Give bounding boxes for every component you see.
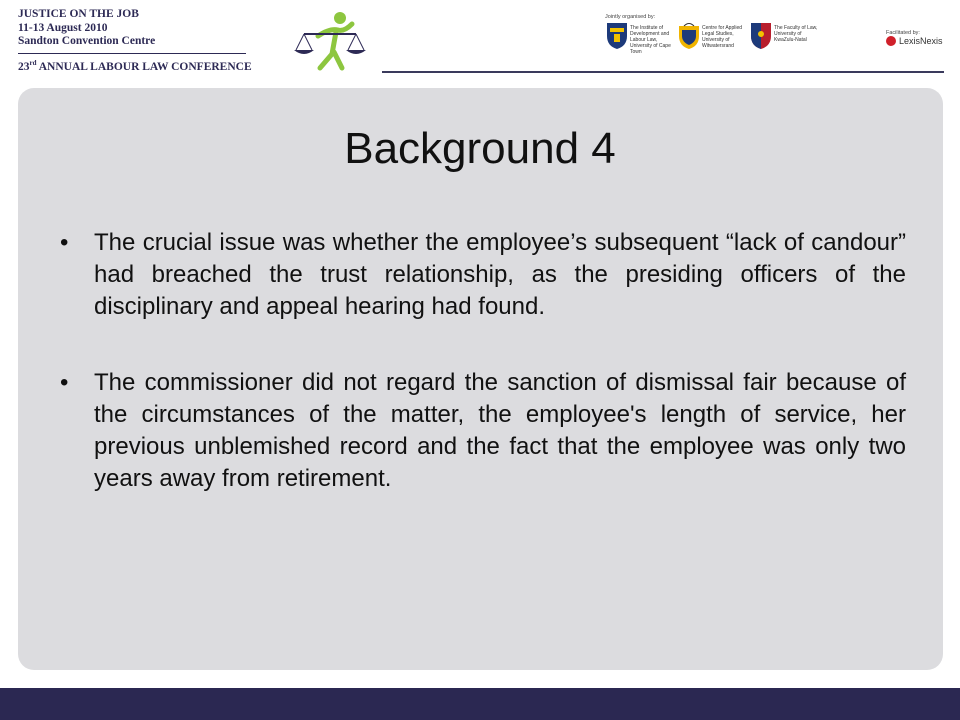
conference-line: Sandton Convention Centre: [18, 35, 156, 47]
lexisnexis-logo-icon: [886, 36, 896, 46]
conference-line: JUSTICE ON THE JOB: [18, 8, 139, 20]
organisers-label: Jointly organised by:: [605, 14, 656, 20]
conference-line: 11-13 August 2010: [18, 21, 108, 34]
bullet-item: [58, 367, 906, 495]
footer-bar: [0, 688, 960, 720]
wits-crest-icon: [678, 22, 700, 50]
organiser-ukzn: The Faculty of Law, University of KwaZulu-Natal: [774, 25, 818, 43]
scales-of-justice-logo: [290, 10, 370, 72]
lexisnexis-logo: [886, 36, 943, 46]
conference-divider: [18, 53, 246, 54]
bullet-list: [58, 227, 906, 539]
slide-title: Background 4: [344, 124, 616, 173]
facilitator-name: LexisNexis: [899, 36, 943, 46]
conference-info: [18, 8, 252, 74]
organiser-wits: Centre for Applied Legal Studies, University of Witwatersrand: [702, 25, 743, 49]
bullet-text: The crucial issue was whether the employee’s subsequent “lack of candour” had breached the trust relationship, as the presiding officers of the disciplinary and appeal hearing had found.: [94, 229, 906, 320]
bullet-icon: •: [60, 229, 69, 256]
conference-name: 23rd ANNUAL LABOUR LAW CONFERENCE: [18, 58, 252, 73]
ukzn-crest-icon: [750, 22, 772, 50]
organiser-uct: The Institute of Development and Labour Law, University of Cape Town: [630, 25, 671, 55]
bullet-icon: •: [60, 369, 69, 396]
bullet-item: [58, 227, 906, 323]
bullet-text: The commissioner did not regard the sanction of dismissal fair because of the circumstances of the matter, the employee's length of service, her previous unblemished record and the fact that the employee was only two years away from retirement.: [94, 369, 906, 492]
uct-crest-icon: [606, 22, 628, 50]
header-rule: [382, 71, 944, 73]
facilitator-label: Facilitated by:: [886, 30, 920, 36]
